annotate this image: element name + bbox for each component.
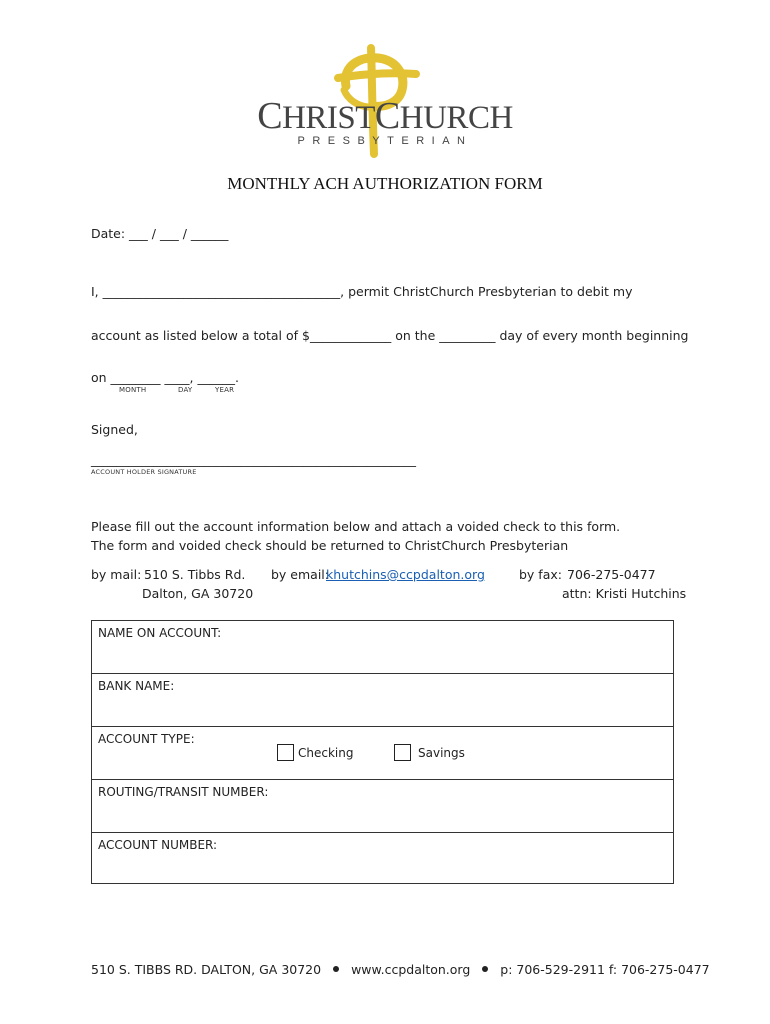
signature-line: ____________________________________________________ [91, 452, 416, 467]
footer-website[interactable]: www.ccpdalton.org [351, 962, 471, 977]
permit-line: I, ______________________________________, permit ChristChurch Presbyterian to debit my [91, 284, 633, 299]
mail-address-1: 510 S. Tibbs Rd. [144, 567, 246, 582]
mail-label: by mail: [91, 567, 142, 582]
fax-number: 706-275-0477 [567, 567, 656, 582]
signed-label: Signed, [91, 422, 138, 437]
amount-line: account as listed below a total of $_____________ on the _________ day of every month beginning [91, 328, 689, 343]
month-caption: MONTH [119, 386, 147, 394]
account-type-label: ACCOUNT TYPE: [98, 732, 195, 746]
name-on-account-row[interactable] [92, 621, 673, 674]
attn-line: attn: Kristi Hutchins [562, 586, 687, 601]
name-on-account-label: NAME ON ACCOUNT: [98, 626, 222, 640]
account-info-table [91, 620, 674, 884]
bullet-icon [333, 966, 339, 972]
year-caption: YEAR [215, 386, 235, 394]
footer-phone: p: 706-529-2911 f: 706-275-0477 [500, 962, 710, 977]
email-label: by email: [271, 567, 329, 582]
start-date-line: on ________ ____, ______. [91, 370, 239, 385]
form-title: MONTHLY ACH AUTHORIZATION FORM [227, 174, 543, 193]
fax-label: by fax: [519, 567, 562, 582]
savings-label: Savings [418, 746, 465, 760]
date-line: Date: ___ / ___ / ______ [91, 226, 229, 241]
logo-subtitle: PRESBYTERIAN [297, 135, 473, 147]
routing-number-label: ROUTING/TRANSIT NUMBER: [98, 785, 269, 799]
bullet-icon [482, 966, 488, 972]
bank-name-row[interactable] [92, 674, 673, 727]
bank-name-label: BANK NAME: [98, 679, 175, 693]
day-caption: DAY [178, 386, 193, 394]
savings-checkbox[interactable] [394, 744, 411, 761]
footer-address: 510 S. TIBBS RD. DALTON, GA 30720 [91, 962, 322, 977]
footer [91, 962, 710, 977]
instructions-line-2: The form and voided check should be returned to ChristChurch Presbyterian [91, 538, 569, 553]
checking-checkbox[interactable] [277, 744, 294, 761]
routing-number-row[interactable] [92, 780, 673, 833]
account-type-row [92, 727, 673, 780]
logo-wordmark: CHRISTCHURCH [257, 95, 513, 137]
cross-logo-icon [257, 44, 513, 156]
signature-caption: ACCOUNT HOLDER SIGNATURE [91, 468, 197, 476]
email-link[interactable]: khutchins@ccpdalton.org [326, 567, 485, 582]
account-number-row[interactable] [92, 833, 673, 885]
church-logo [257, 44, 513, 156]
checking-label: Checking [298, 746, 354, 760]
account-number-label: ACCOUNT NUMBER: [98, 838, 218, 852]
instructions-line-1: Please fill out the account information below and attach a voided check to this form. [91, 519, 621, 534]
mail-address-2: Dalton, GA 30720 [142, 586, 254, 601]
